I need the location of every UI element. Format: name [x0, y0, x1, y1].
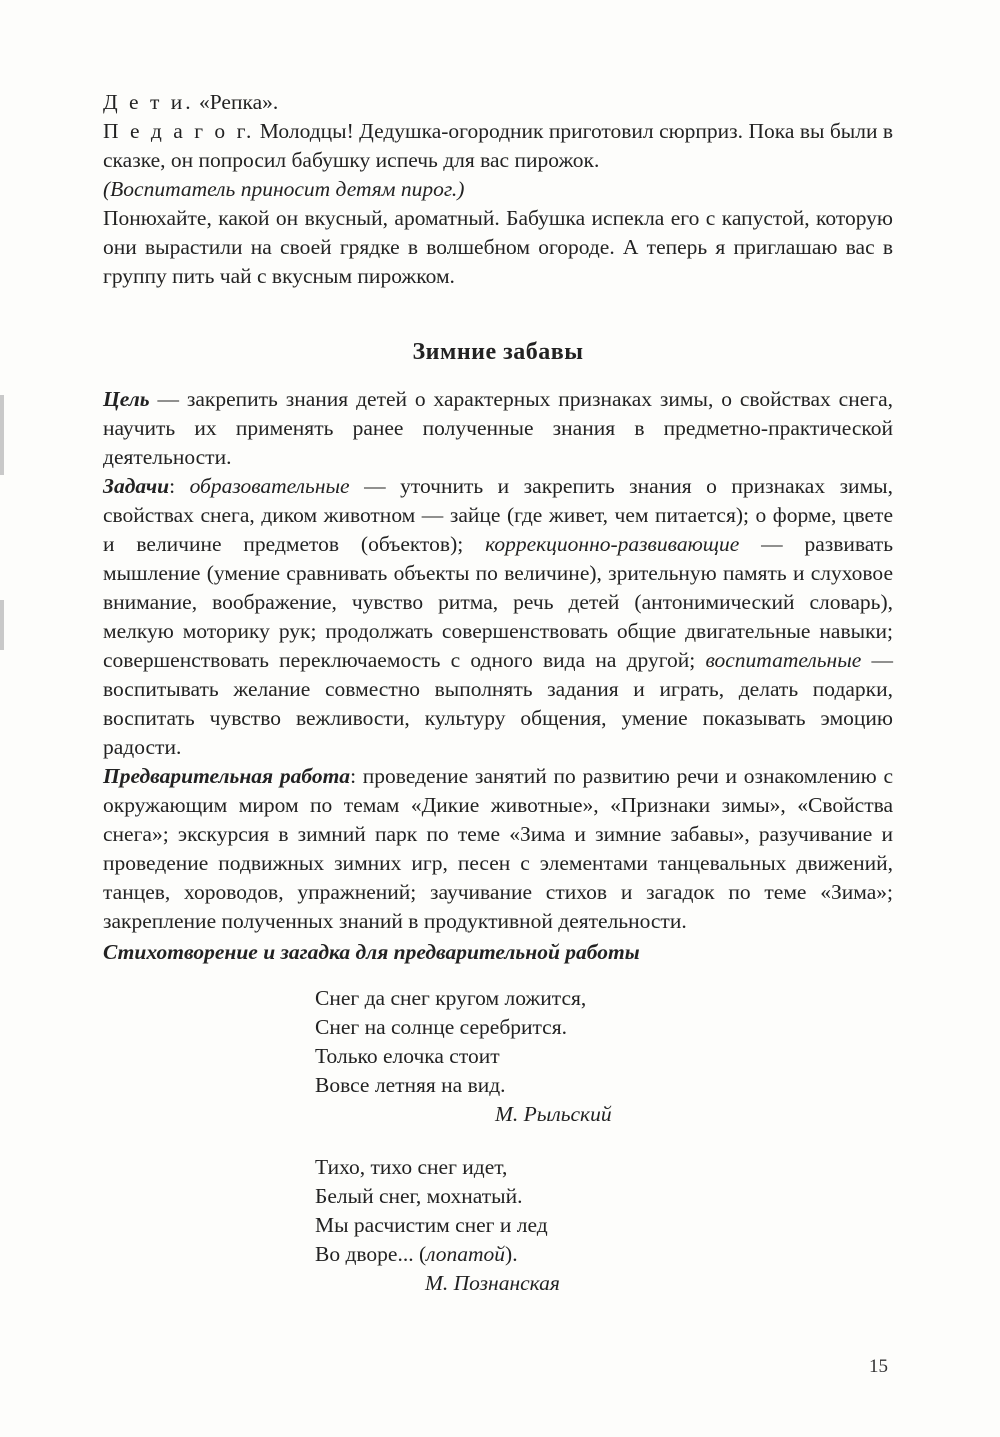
- riddle-answer: лопатой: [426, 1242, 506, 1266]
- poem1-author: М. Рыльский: [495, 1102, 612, 1126]
- poems-heading: [103, 938, 893, 967]
- poem1-line: Снег на солнце серебрится.: [315, 1015, 567, 1039]
- goal-text: — закрепить знания детей о характерных признаках зимы, о свойствах снега, научить их применять ранее полученные знания в предметно-практической деятельности.: [103, 387, 893, 469]
- stage-direction-text: (Воспитатель приносит детям пирог.): [103, 177, 465, 201]
- poem2-last-line: [315, 1240, 893, 1269]
- poem1-line: Вовсе летняя на вид.: [315, 1073, 506, 1097]
- tasks-vosp-text: — воспитывать желание совместно выполнять задания и играть, делать подарки, воспитать чувство вежливости, культуру общения, умение показывать эмоцию радости.: [103, 648, 894, 759]
- page-content: [103, 88, 893, 1298]
- speaker-teacher: П е д а г о г.: [103, 119, 255, 143]
- scan-edge-mark-top: [0, 395, 4, 475]
- tasks-colon: :: [169, 474, 190, 498]
- poem2-line: Белый снег, мохнатый.: [315, 1184, 523, 1208]
- tasks-corr-text: — развивать мышление (умение сравнивать объекты по величине), зрительную память и слуховое внимание, воображение, чувство ритма, речь детей (антонимический словарь), мелкую моторику рук; продолжать совершенствовать общие двигательные навыки; совершенствовать переключаемость с одного вида на другой;: [103, 532, 893, 672]
- dialogue-continuation: Понюхайте, какой он вкусный, ароматный. Бабушка испекла его с капустой, которую они вырастили на своей грядке в волшебном огороде. А теперь я приглашаю вас в группу пить чай с вкусным пирожком.: [103, 206, 893, 288]
- tasks-vosp-label: воспитательные: [705, 648, 862, 672]
- poem2-author: М. Познанская: [425, 1271, 560, 1295]
- poem1-line: Только елочка стоит: [315, 1044, 500, 1068]
- tasks-corr-label: коррекционно-развивающие: [485, 532, 740, 556]
- tasks-edu-text: — уточнить и закрепить знания о признаках зимы, свойствах снега, диком животном — зайце (где живет, чем питается); о форме, цвете и величине предметов (объектов);: [103, 474, 893, 556]
- scan-edge-mark-bottom: [0, 600, 4, 650]
- goal-label: Цель: [103, 387, 150, 411]
- prep-paragraph: [103, 762, 893, 936]
- dialogue-line-children: [103, 88, 893, 117]
- poem2-line: Мы расчистим снег и лед: [315, 1213, 548, 1237]
- dialogue-line-teacher: [103, 117, 893, 175]
- children-reply: «Репка».: [199, 90, 279, 114]
- poem1-line: Снег да снег кругом ложится,: [315, 986, 587, 1010]
- poem-poznanskaya: [315, 1153, 893, 1298]
- teacher-reply: Молодцы! Дедушка-огородник приготовил сюрприз. Пока вы были в сказке, он попросил бабушку испечь для вас пирожок.: [103, 119, 894, 172]
- goal-paragraph: [103, 385, 893, 472]
- tasks-paragraph: [103, 472, 893, 762]
- stage-direction: [103, 175, 893, 204]
- prep-label: Предварительная работа: [103, 764, 351, 788]
- tasks-label: Задачи: [103, 474, 170, 498]
- poems-heading-text: Стихотворение и загадка для предварительной работы: [103, 940, 640, 964]
- poem-rylsky: [315, 984, 893, 1129]
- section-title: Зимние забавы: [412, 339, 584, 365]
- tasks-edu-label: образовательные: [189, 474, 350, 498]
- speaker-children: Д е т и.: [103, 90, 194, 114]
- prep-text: : проведение занятий по развитию речи и ознакомлению с окружающим миром по темам «Дикие животные», «Признаки зимы», «Свойства снега»; экскурсия в зимний парк по теме «Зима и зимние забавы», разучивание и проведение подвижных зимних игр, песен с элементами танцевальных движений, танцев, хороводов, упражнений; заучивание стихов и загадок по теме «Зима»; закрепление полученных знаний в продуктивной деятельности.: [103, 764, 893, 933]
- poem2-last-end: ).: [505, 1242, 518, 1266]
- poem2-line: Тихо, тихо снег идет,: [315, 1155, 508, 1179]
- poem2-last-start: Во дворе... (: [315, 1242, 427, 1266]
- page-number: 15: [869, 1356, 888, 1377]
